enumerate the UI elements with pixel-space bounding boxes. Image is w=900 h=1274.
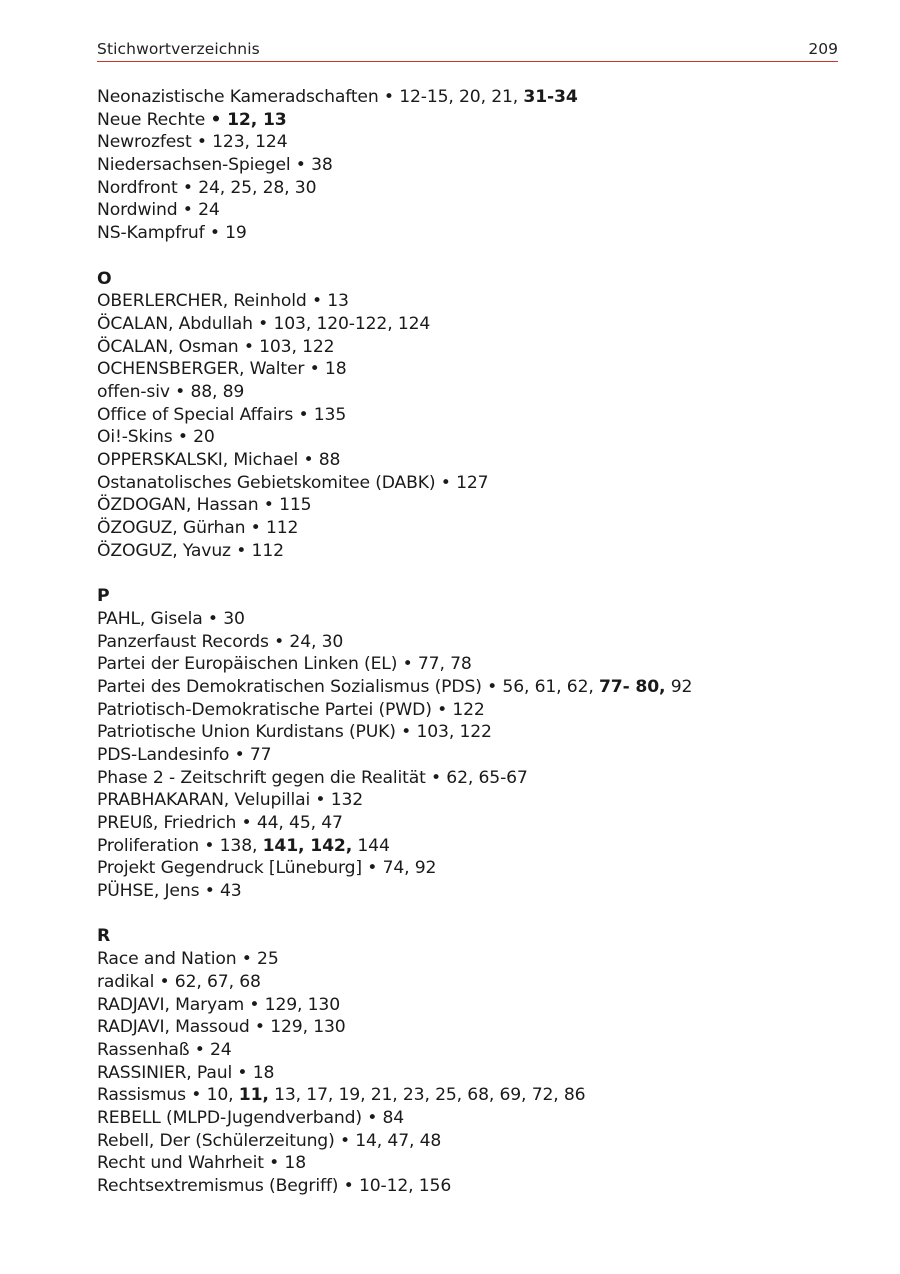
- index-entry: [97, 109, 838, 132]
- entry-text: Oi!-Skins • 20: [97, 427, 215, 448]
- entry-text: OCHENSBERGER, Walter • 18: [97, 359, 347, 380]
- index-entry: [97, 540, 838, 563]
- index-entry: [97, 676, 838, 699]
- entry-text: RADJAVI, Maryam • 129, 130: [97, 994, 340, 1015]
- entry-text-bold: 31-34: [523, 87, 578, 107]
- index-entry: [97, 857, 838, 880]
- index-entry: [97, 177, 838, 200]
- index-entry: [97, 517, 838, 540]
- entry-text: Partei der Europäischen Linken (EL) • 77, 78: [97, 654, 472, 675]
- entry-text: Recht und Wahrheit • 18: [97, 1153, 307, 1174]
- index-entry: [97, 290, 838, 313]
- entry-text: ÖZDOGAN, Hassan • 115: [97, 495, 312, 516]
- entry-text: Phase 2 - Zeitschrift gegen die Realität • 62, 65-67: [97, 767, 528, 788]
- entry-text: ÖCALAN, Osman • 103, 122: [97, 336, 335, 357]
- entry-text: radikal • 62, 67, 68: [97, 971, 261, 992]
- entry-text: PRABHAKARAN, Velupillai • 132: [97, 790, 364, 811]
- index-entry: [97, 472, 838, 495]
- group-spacer: [97, 903, 838, 926]
- entry-text: ÖZOGUZ, Yavuz • 112: [97, 540, 284, 561]
- entry-text: offen-siv • 88, 89: [97, 381, 245, 402]
- entry-text: Projekt Gegendruck [Lüneburg] • 74, 92: [97, 858, 437, 879]
- index-entry: [97, 699, 838, 722]
- entry-text: Nordfront • 24, 25, 28, 30: [97, 177, 317, 198]
- index-entry: [97, 880, 838, 903]
- index-entry: [97, 86, 838, 109]
- index-entry: [97, 494, 838, 517]
- index-entry: [97, 358, 838, 381]
- entry-text: Panzerfaust Records • 24, 30: [97, 631, 344, 652]
- entry-text: Rebell, Der (Schülerzeitung) • 14, 47, 48: [97, 1130, 442, 1151]
- group-spacer: [97, 245, 838, 268]
- entry-text: 144: [352, 835, 390, 856]
- index-entry: [97, 1152, 838, 1175]
- entry-text: 13, 17, 19, 21, 23, 25, 68, 69, 72, 86: [268, 1085, 586, 1106]
- entry-text: Patriotisch-Demokratische Partei (PWD) • 122: [97, 699, 485, 720]
- entry-text-bold: 77- 80,: [599, 676, 666, 697]
- entry-text: OBERLERCHER, Reinhold • 13: [97, 291, 349, 312]
- entry-text: Newrozfest • 123, 124: [97, 132, 288, 153]
- entry-text: Partei des Demokratischen Sozialismus (PDS) • 56, 61, 62,: [97, 676, 599, 697]
- entry-text: Rechtsextremismus (Begriff) • 10-12, 156: [97, 1176, 452, 1196]
- entry-text: NS-Kampfruf • 19: [97, 223, 247, 244]
- index-entry: [97, 789, 838, 812]
- entry-text: ÖCALAN, Abdullah • 103, 120-122, 124: [97, 313, 431, 334]
- entry-text: Office of Special Affairs • 135: [97, 404, 347, 425]
- section-letter: O: [97, 268, 112, 289]
- entry-text: Neue Rechte: [97, 109, 211, 130]
- entry-text: Niedersachsen-Spiegel • 38: [97, 155, 333, 176]
- running-header: [97, 38, 838, 62]
- index-entry: [97, 131, 838, 154]
- entry-text: ÖZOGUZ, Gürhan • 112: [97, 518, 299, 539]
- index-entry: [97, 608, 838, 631]
- index-entry: [97, 971, 838, 994]
- section-letter: R: [97, 926, 111, 947]
- entry-text: Rassenhaß • 24: [97, 1039, 232, 1060]
- entry-text: REBELL (MLPD-Jugendverband) • 84: [97, 1107, 405, 1128]
- index-entry: [97, 222, 838, 245]
- index-entry: [97, 1130, 838, 1153]
- index-entry: [97, 154, 838, 177]
- entry-text: Patriotische Union Kurdistans (PUK) • 103, 122: [97, 722, 492, 743]
- index-entry: [97, 1016, 838, 1039]
- entry-text: Proliferation • 138,: [97, 835, 263, 856]
- entry-text: Race and Nation • 25: [97, 949, 279, 970]
- header-title: Stichwortverzeichnis: [97, 40, 260, 58]
- index-entry: [97, 1175, 838, 1198]
- entry-text: PDS-Landesinfo • 77: [97, 744, 272, 765]
- index-entry: [97, 744, 838, 767]
- index-entry: [97, 721, 838, 744]
- entry-text: 92: [665, 676, 693, 697]
- index-entry: [97, 631, 838, 654]
- entry-text: PÜHSE, Jens • 43: [97, 881, 242, 902]
- index-entry: [97, 1039, 838, 1062]
- index-entry: [97, 426, 838, 449]
- index-entry: [97, 336, 838, 359]
- index-entry: [97, 313, 838, 336]
- index-body: [97, 86, 838, 1198]
- entry-text: Ostanatolisches Gebietskomitee (DABK) • 127: [97, 472, 489, 493]
- entry-text: PREUß, Friedrich • 44, 45, 47: [97, 813, 343, 833]
- entry-text: RASSINIER, Paul • 18: [97, 1062, 275, 1083]
- entry-text-bold: • 12, 13: [210, 109, 287, 130]
- index-entry: [97, 1107, 838, 1130]
- index-entry: [97, 449, 838, 472]
- index-entry: [97, 199, 838, 222]
- page-number: 209: [808, 40, 838, 58]
- entry-text: PAHL, Gisela • 30: [97, 608, 245, 629]
- index-entry: [97, 812, 838, 835]
- index-entry: [97, 835, 838, 858]
- index-entry: [97, 994, 838, 1017]
- entry-text-bold: 11,: [238, 1085, 269, 1106]
- index-entry: [97, 404, 838, 427]
- index-entry: [97, 1062, 838, 1085]
- index-entry: [97, 1084, 838, 1107]
- entry-text: Rassismus • 10,: [97, 1085, 239, 1106]
- group-spacer: [97, 562, 838, 585]
- index-entry: [97, 767, 838, 790]
- index-entry: [97, 948, 838, 971]
- entry-text: OPPERSKALSKI, Michael • 88: [97, 450, 341, 470]
- entry-text: RADJAVI, Massoud • 129, 130: [97, 1017, 346, 1038]
- index-entry: [97, 653, 838, 676]
- entry-text-bold: 141, 142,: [262, 835, 353, 856]
- section-letter: P: [97, 586, 110, 607]
- entry-text: Nordwind • 24: [97, 200, 220, 221]
- index-entry: [97, 381, 838, 404]
- entry-text: Neonazistische Kameradschaften • 12-15, 20, 21,: [97, 87, 524, 107]
